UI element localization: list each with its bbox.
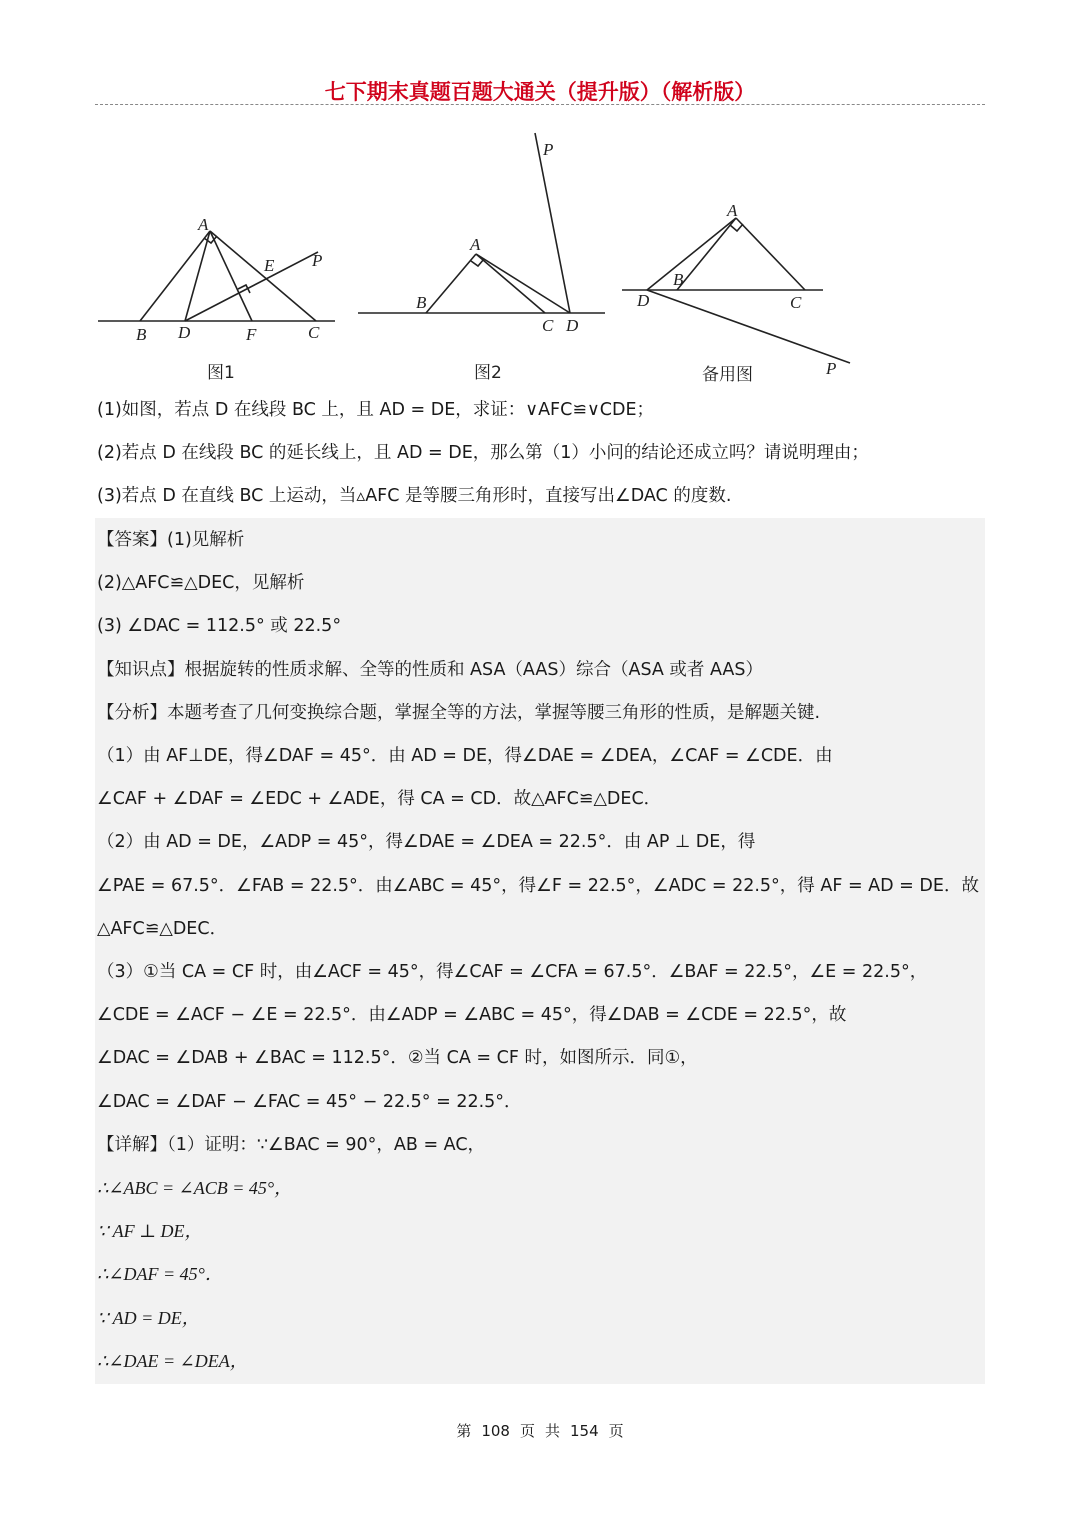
fig1-label-b: B: [136, 325, 147, 344]
fig2-label-a: A: [470, 235, 481, 254]
solution-line: 【知识点】根据旋转的性质求解、全等的性质和 ASA（AAS）综合（ASA 或者 AAS）: [97, 659, 764, 680]
footer-total-pages: 154: [570, 1422, 599, 1440]
fig2-label-p: P: [543, 140, 554, 159]
fig3-right-angle-a: [730, 224, 743, 231]
footer-page-word: 页: [519, 1422, 535, 1440]
solution-line: 【分析】本题考查了几何变换综合题，掌握全等的方法，掌握等腰三角形的性质，是解题关键.: [97, 702, 821, 723]
solution-line: 【答案】(1)见解析: [97, 530, 245, 550]
fig2-side-ab: [426, 254, 476, 313]
fig1-ray-dp: [185, 252, 318, 321]
solution-line: ∴∠ABC = ∠ACB = 45°，: [97, 1178, 293, 1198]
fig1-segment-af: [210, 231, 252, 321]
solution-line: ∵ AF ⊥ DE，: [97, 1221, 203, 1242]
fig2-ray-dp: [535, 133, 570, 313]
fig1-label-p: P: [312, 251, 323, 270]
fig2-label-b: B: [416, 293, 427, 312]
footer-suffix: 页: [608, 1422, 624, 1440]
fig2-label-d: D: [566, 316, 579, 335]
solution-line: (3) ∠DAC = 112.5° 或 22.5°: [97, 616, 342, 637]
fig3-label-p: P: [826, 359, 837, 378]
figure-2-labels: [416, 140, 579, 383]
solution-box: [95, 518, 985, 1384]
footer-total-word: 共: [545, 1422, 561, 1440]
fig3-segment-ad: [647, 218, 736, 290]
fig1-label-a: A: [198, 215, 209, 234]
figure-3-labels: [636, 201, 836, 385]
fig2-side-ac: [476, 254, 545, 313]
fig1-segment-ad: [185, 231, 210, 321]
solution-line: △AFC≌△DEC．: [97, 918, 228, 939]
figure-3: [622, 218, 850, 363]
solution-line: ∠CAF + ∠DAF = ∠EDC + ∠ADE，得 CA = CD．故△AFC≌△DEC．: [97, 789, 662, 810]
solution-line: ∠PAE = 67.5°．∠FAB = 22.5°．由∠ABC = 45°，得∠F = 22.5°，∠ADC = 22.5°，得 AF = AD = DE．故: [97, 875, 979, 896]
fig3-side-ac: [736, 218, 805, 290]
fig1-side-ab: [140, 231, 210, 321]
fig2-label-c: C: [542, 316, 554, 335]
question-3: (3)若点 D 在直线 BC 上运动，当▵AFC 是等腰三角形时，直接写出∠DAC 的度数.: [97, 486, 732, 506]
fig1-label-c: C: [308, 323, 320, 342]
solution-line: (2)△AFC≌△DEC，见解析: [97, 573, 305, 594]
figure-1: [98, 231, 335, 321]
header-divider: [95, 104, 985, 105]
fig3-side-ab: [677, 218, 736, 290]
fig1-caption: 图1: [207, 363, 235, 383]
page-footer: [0, 1420, 1080, 1441]
question-1: (1)如图，若点 D 在线段 BC 上，且 AD = DE，求证：∨AFC≌∨CDE；: [97, 400, 655, 420]
fig1-label-f: F: [246, 325, 257, 344]
fig3-label-d: D: [637, 291, 650, 310]
solution-line: ∵ AD = DE，: [97, 1307, 200, 1328]
fig2-segment-ad: [476, 254, 570, 313]
footer-page-number: 108: [481, 1422, 510, 1440]
solution-line: ∴∠DAE = ∠DEA，: [97, 1350, 248, 1371]
solution-line: ∠DAC = ∠DAB + ∠BAC = 112.5°．②当 CA = CF 时，如图所示．同①，: [97, 1048, 698, 1069]
figure-2: [358, 133, 605, 313]
page-title: 七下期末真题百题大通关（提升版）（解析版）: [324, 80, 756, 104]
solution-line: ∠DAC = ∠DAF − ∠FAC = 45° − 22.5° = 22.5°．: [97, 1091, 522, 1112]
fig1-label-d: D: [178, 323, 191, 342]
footer-prefix: 第: [456, 1422, 472, 1440]
fig3-caption: 备用图: [702, 365, 753, 385]
fig3-ray-dp: [647, 290, 850, 363]
question-2: (2)若点 D 在线段 BC 的延长线上，且 AD = DE，那么第（1）小问的结论还成立吗？请说明理由；: [97, 443, 869, 463]
fig1-label-e: E: [264, 256, 275, 275]
fig3-label-c: C: [790, 293, 802, 312]
geometry-figures: [90, 128, 870, 393]
solution-line: ∴∠DAF = 45°．: [97, 1264, 223, 1285]
solution-line: （2）由 AD = DE，∠ADP = 45°，得∠DAE = ∠DEA = 22.5°．由 AP ⊥ DE，得: [97, 832, 756, 853]
figure-1-labels: [136, 215, 322, 383]
solution-line: ∠CDE = ∠ACF − ∠E = 22.5°．由∠ADP = ∠ABC = 45°，得∠DAB = ∠CDE = 22.5°，故: [97, 1005, 847, 1026]
solution-line: （1）由 AF⊥DE，得∠DAF = 45°．由 AD = DE，得∠DAE = ∠DEA，∠CAF = ∠CDE．由: [97, 746, 833, 766]
fig3-label-b: B: [673, 270, 684, 289]
fig3-label-a: A: [727, 201, 738, 220]
fig1-side-ac: [210, 231, 316, 321]
solution-line: （3）①当 CA = CF 时，由∠ACF = 45°，得∠CAF = ∠CFA = 67.5°．∠BAF = 22.5°，∠E = 22.5°，: [97, 962, 928, 982]
fig2-caption: 图2: [474, 363, 502, 383]
fig2-right-angle-a: [471, 259, 484, 266]
solution-line: 【详解】（1）证明：∵∠BAC = 90°，AB = AC，: [97, 1134, 486, 1155]
